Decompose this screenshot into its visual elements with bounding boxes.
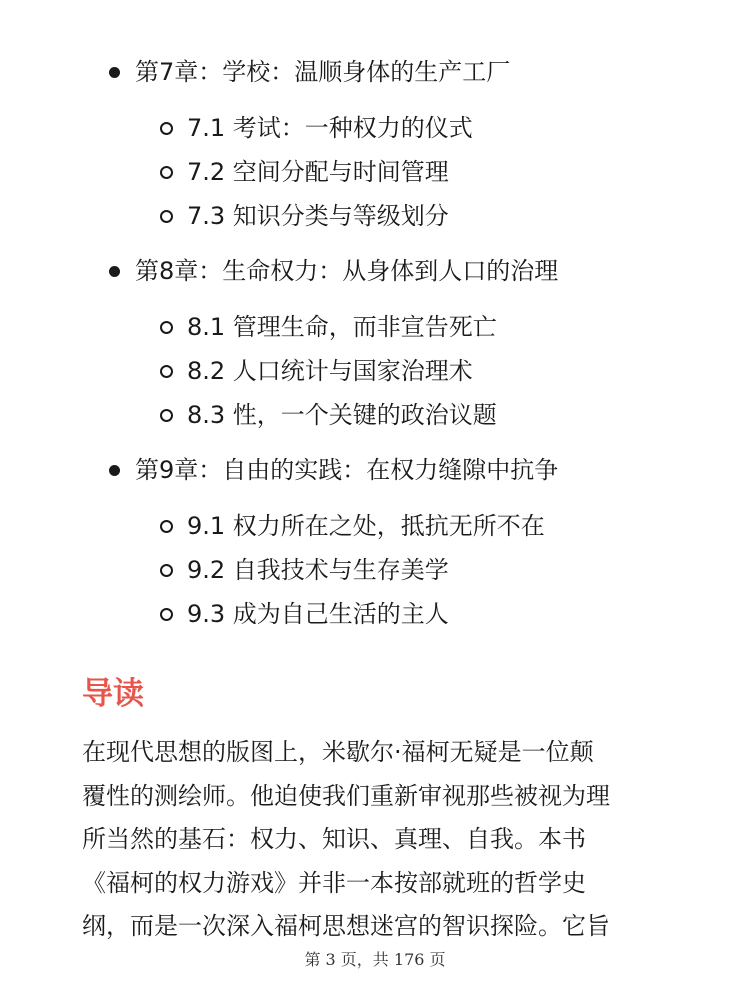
section-title: 7.3 知识分类与等级划分 <box>187 202 449 230</box>
circle-bullet-icon <box>160 210 173 223</box>
chapter-title: 第9章：自由的实践：在权力缝隙中抗争 <box>135 456 559 484</box>
section-list <box>0 305 750 437</box>
chapter-block-9 <box>0 444 750 636</box>
paragraph-line: 在现代思想的版图上，米歇尔·福柯无疑是一位颠 <box>82 738 594 766</box>
section-title: 9.2 自我技术与生存美学 <box>187 556 449 584</box>
paragraph-line: 覆性的测绘师。他迫使我们重新审视那些被视为理 <box>82 781 610 810</box>
chapter-block-8 <box>0 245 750 437</box>
intro-paragraph <box>82 731 682 949</box>
paragraph-line: 纲，而是一次深入福柯思想迷宫的智识探险。它旨 <box>82 912 610 940</box>
section-title: 8.3 性，一个关键的政治议题 <box>187 401 497 429</box>
section-title: 9.3 成为自己生活的主人 <box>187 600 449 628</box>
section-item <box>0 106 750 150</box>
section-title: 7.2 空间分配与时间管理 <box>187 158 449 186</box>
circle-bullet-icon <box>160 520 173 533</box>
page-number-footer: 第 3 页，共 176 页 <box>304 950 446 969</box>
section-title: 8.1 管理生命，而非宣告死亡 <box>187 313 497 341</box>
circle-bullet-icon <box>160 321 173 334</box>
section-item <box>0 393 750 437</box>
section-item <box>0 150 750 194</box>
section-item <box>0 305 750 349</box>
section-item <box>0 548 750 592</box>
circle-bullet-icon <box>160 564 173 577</box>
chapter-item <box>0 46 750 98</box>
circle-bullet-icon <box>160 409 173 422</box>
section-list <box>0 106 750 238</box>
bullet-icon <box>109 465 120 476</box>
intro-heading: 导读 <box>82 676 144 712</box>
circle-bullet-icon <box>160 122 173 135</box>
section-item <box>0 504 750 548</box>
chapter-block-7 <box>0 46 750 238</box>
section-item <box>0 349 750 393</box>
section-title: 7.1 考试：一种权力的仪式 <box>187 114 473 142</box>
circle-bullet-icon <box>160 365 173 378</box>
chapter-title: 第7章：学校：温顺身体的生产工厂 <box>135 58 511 86</box>
chapter-item <box>0 245 750 297</box>
table-of-contents <box>0 46 750 643</box>
chapter-item <box>0 444 750 496</box>
section-title: 9.1 权力所在之处，抵抗无所不在 <box>187 512 545 540</box>
chapter-title: 第8章：生命权力：从身体到人口的治理 <box>135 257 559 285</box>
section-item <box>0 592 750 636</box>
circle-bullet-icon <box>160 166 173 179</box>
bullet-icon <box>109 67 120 78</box>
paragraph-line: 所当然的基石：权力、知识、真理、自我。本书 <box>82 825 586 853</box>
paragraph-line: 《福柯的权力游戏》并非一本按部就班的哲学史 <box>82 868 586 897</box>
section-title: 8.2 人口统计与国家治理术 <box>187 357 473 385</box>
section-list <box>0 504 750 636</box>
section-item <box>0 194 750 238</box>
bullet-icon <box>109 266 120 277</box>
circle-bullet-icon <box>160 608 173 621</box>
